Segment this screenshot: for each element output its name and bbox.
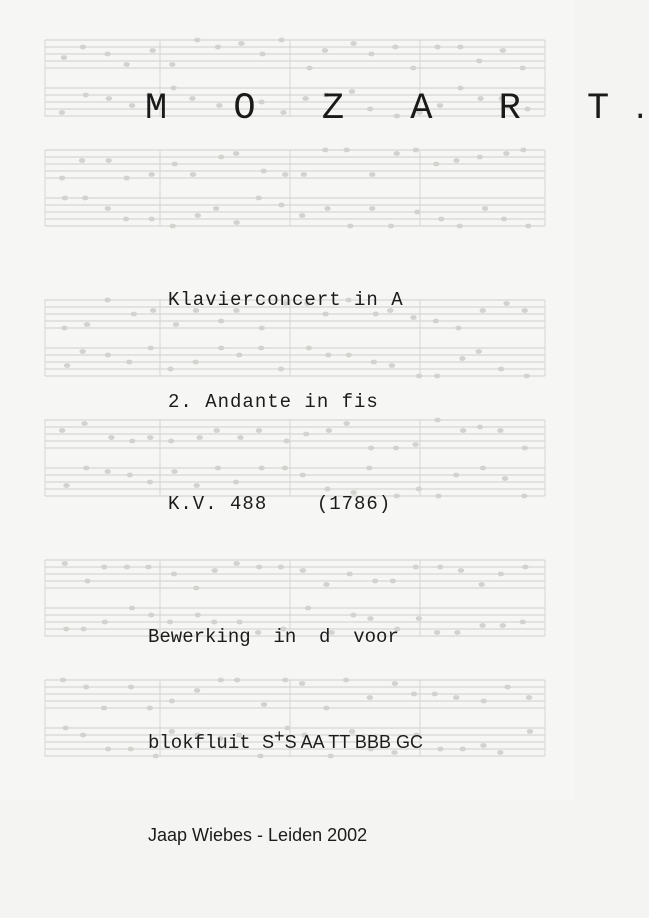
ghost-note (124, 565, 130, 570)
ghost-note (497, 428, 503, 433)
ghost-note (105, 206, 111, 211)
ghost-note (500, 623, 506, 628)
ghost-note (105, 158, 111, 163)
ghost-note (458, 568, 464, 573)
ghost-note (394, 151, 400, 156)
ghost-note (79, 349, 85, 354)
ghost-note (454, 630, 460, 635)
ghost-note (127, 473, 133, 478)
ghost-note (124, 176, 130, 181)
ghost-note (502, 476, 508, 481)
ghost-note (527, 729, 533, 734)
ghost-note (84, 579, 90, 584)
ghost-note (369, 172, 375, 177)
ghost-note (460, 428, 466, 433)
ghost-note (498, 572, 504, 577)
ghost-note (123, 217, 129, 222)
ghost-note (129, 103, 135, 108)
ghost-note (105, 353, 111, 358)
ghost-note (453, 158, 459, 163)
ghost-note (108, 435, 114, 440)
ghost-note (148, 172, 154, 177)
ghost-note (63, 627, 69, 632)
ghost-note (522, 565, 528, 570)
ghost-note (105, 469, 111, 474)
composition-year: (1786) (316, 493, 392, 515)
ghost-note (60, 678, 66, 683)
ghost-note (129, 439, 135, 444)
ghost-note (82, 196, 88, 201)
ghost-note (433, 319, 439, 324)
ghost-note (522, 446, 528, 451)
ghost-note (194, 38, 200, 43)
ghost-note (435, 494, 441, 499)
ghost-note (62, 196, 68, 201)
ghost-note (131, 312, 137, 317)
voicing-list: S AA TT BBB GC (284, 732, 423, 752)
ghost-note (306, 66, 312, 71)
instrument-name: blokfluit (148, 732, 263, 754)
ghost-note (83, 93, 89, 98)
ghost-note (369, 206, 375, 211)
ghost-note (84, 322, 90, 327)
ghost-note (437, 747, 443, 752)
voicing-soprano: S (262, 732, 275, 752)
ghost-note (459, 356, 465, 361)
composer-title-period: . (631, 94, 649, 128)
work-info (168, 215, 404, 589)
arrangement-line: Bewerking in d voor (148, 626, 399, 648)
ghost-note (497, 750, 503, 755)
ghost-note (437, 565, 443, 570)
ghost-note (62, 726, 68, 731)
ghost-note (453, 695, 459, 700)
composer-name: M O Z A R T (145, 88, 632, 130)
ghost-note (59, 428, 65, 433)
voicing-plus: + (274, 726, 285, 746)
ghost-note (503, 301, 509, 306)
ghost-note (413, 148, 419, 153)
catalog-line (168, 487, 404, 521)
ghost-note (129, 606, 135, 611)
ghost-note (126, 360, 132, 365)
ghost-note (350, 41, 356, 46)
ghost-note (147, 346, 153, 351)
ghost-note (147, 435, 153, 440)
ghost-note (83, 466, 89, 471)
ghost-note (410, 315, 416, 320)
ghost-note (127, 747, 133, 752)
ghost-note (233, 151, 239, 156)
arrangement-info (148, 555, 423, 918)
ghost-note (520, 148, 526, 153)
ghost-note (434, 418, 440, 423)
ghost-note (480, 699, 486, 704)
instrumentation-line (148, 720, 423, 753)
ghost-note (169, 62, 175, 67)
ghost-note (171, 162, 177, 167)
ghost-note (457, 45, 463, 50)
arranger-credit-text: Jaap Wiebes - Leiden 2002 (148, 825, 368, 845)
ghost-note (476, 59, 482, 64)
ghost-note (343, 148, 349, 153)
ghost-note (520, 620, 526, 625)
ghost-note (147, 480, 153, 485)
ghost-note (324, 206, 330, 211)
ghost-note (106, 96, 112, 101)
ghost-note (190, 172, 196, 177)
ghost-note (101, 706, 107, 711)
ghost-note (433, 162, 439, 167)
ghost-note (102, 620, 108, 625)
ghost-note (368, 52, 374, 57)
ghost-note (416, 374, 422, 379)
ghost-note (478, 582, 484, 587)
ghost-note (123, 62, 129, 67)
ghost-note (104, 298, 110, 303)
ghost-note (480, 308, 486, 313)
ghost-note (83, 685, 89, 690)
ghost-note (456, 224, 462, 229)
ghost-note (455, 326, 461, 331)
ghost-note (80, 627, 86, 632)
ghost-note (498, 367, 504, 372)
ghost-note (150, 308, 156, 313)
ghost-note (105, 747, 111, 752)
ghost-note (479, 623, 485, 628)
ghost-note (459, 747, 465, 752)
ghost-note (218, 155, 224, 160)
ghost-note (482, 206, 488, 211)
ghost-note (64, 363, 70, 368)
ghost-note (80, 733, 86, 738)
ghost-note (213, 206, 219, 211)
ghost-note (79, 158, 85, 163)
ghost-note (322, 148, 328, 153)
ghost-note (301, 172, 307, 177)
ghost-note (63, 483, 69, 488)
ghost-note (255, 196, 261, 201)
kochel-number: K.V. 488 (168, 493, 268, 515)
movement-title: 2. Andante in fis (168, 391, 379, 413)
ghost-note (59, 110, 65, 115)
ghost-note (238, 41, 244, 46)
ghost-note (477, 425, 483, 430)
composer-title (145, 88, 649, 130)
ghost-note (259, 52, 265, 57)
ghost-note (215, 45, 221, 50)
ghost-note (477, 155, 483, 160)
ghost-note (322, 48, 328, 53)
ghost-note (438, 217, 444, 222)
ghost-note (525, 224, 531, 229)
ghost-note (282, 172, 288, 177)
ghost-note (59, 176, 65, 181)
ghost-note (504, 685, 510, 690)
ghost-note (101, 565, 107, 570)
ghost-note (522, 308, 528, 313)
ghost-note (61, 55, 67, 60)
ghost-note (61, 326, 67, 331)
ghost-note (453, 473, 459, 478)
ghost-note (526, 695, 532, 700)
ghost-note (432, 692, 438, 697)
ghost-note (480, 743, 486, 748)
ghost-note (503, 151, 509, 156)
ghost-note (104, 52, 110, 57)
ghost-note (81, 421, 87, 426)
ghost-note (434, 630, 440, 635)
ghost-note (500, 48, 506, 53)
arranger-credit (148, 819, 423, 852)
ghost-note (475, 349, 481, 354)
work-title: Klavierconcert in A (168, 289, 404, 311)
ghost-note (410, 66, 416, 71)
ghost-note (480, 466, 486, 471)
ghost-note (392, 45, 398, 50)
ghost-note (278, 203, 284, 208)
ghost-note (501, 217, 507, 222)
ghost-note (434, 374, 440, 379)
ghost-note (412, 442, 418, 447)
ghost-note (519, 66, 525, 71)
ghost-note (434, 45, 440, 50)
ghost-note (260, 169, 266, 174)
ghost-note (521, 494, 527, 499)
ghost-note (150, 48, 156, 53)
ghost-note (80, 45, 86, 50)
ghost-note (128, 685, 134, 690)
ghost-note (148, 217, 154, 222)
ghost-note (524, 374, 530, 379)
ghost-note (278, 38, 284, 43)
ghost-note (62, 561, 68, 566)
ghost-note (416, 487, 422, 492)
